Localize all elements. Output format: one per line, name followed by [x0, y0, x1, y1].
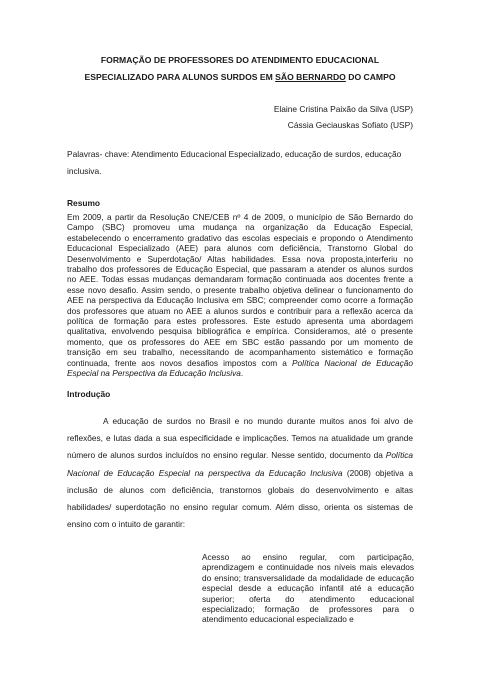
introduction-text — [67, 413, 413, 533]
abstract-body: Em 2009, a partir da Resolução CNE/CEB nº 4 de 2009, o município de São Bernardo do Campo (SBC) promoveu uma mudança na organização da Educação Especial, estabelecendo o encerramento gradativo das escolas especiais e propondo o Atendimento Educacional Especializado (AEE) para alunos com deficiência, Transtorno Global do Desenvolvimento e Superdotação/ Altas habilidades. Essa nova proposta,interferiu no trabalho dos professores de Educação Especial, que passaram a atender os alunos surdos no AEE. Todas essas mudanças demandaram formação continuada aos docentes frente a esse novo desafio. Assim sendo, o presente trabalho objetiva delinear o funcionamento do AEE na perspectiva da Educação Inclusiva em SBC; compreender como ocorre a formação dos professores que atuam no AEE a alunos surdos e contribuir para a reflexão acerca da política de formação para estes professores. Este estudo apresenta uma abordagem qualitativa, envolvendo pesquisa bibliográfica e empírica. Consideramos, até o presente momento, que os professores do AEE em SBC estão passando por um momento de transição em seu trabalho, necessitando de acompanhamento sistemático e formação continuada, frente aos novos desafios impostos com a — [67, 212, 413, 368]
title-line-1: FORMAÇÃO DE PROFESSORES DO ATENDIMENTO EDUCACIONAL — [100, 55, 380, 65]
title-line-2 — [40, 69, 440, 86]
abstract-policy-title: Política Nacional de Educação Especial na Perspectiva da Educação Inclusiva — [67, 357, 414, 379]
title-line-2-start: ESPECIALIZADO PARA ALUNOS SURDOS EM — [84, 72, 276, 82]
title-line-2-end: DO CAMPO — [345, 72, 396, 82]
introduction-heading: Introdução — [67, 389, 111, 399]
abstract-text — [67, 212, 413, 379]
authors — [274, 101, 413, 133]
title-underlined-place: SÃO BERNARDO — [275, 72, 346, 82]
author-2: Cássia Geciauskas Sofiato (USP) — [287, 120, 413, 130]
intro-part-1: A educação de surdos no Brasil e no mundo durante muitos anos foi alvo de reflexões, e lutas dada a sua especificidade e implicações. Temos na atualidade um grande número de alunos surdos incluídos no ensino regular. Nesse sentido, documento da — [67, 416, 413, 461]
author-1: Elaine Cristina Paixão da Silva (USP) — [273, 104, 413, 114]
abstract-heading: Resumo — [67, 198, 101, 208]
block-quote: Acesso ao ensino regular, com participação, aprendizagem e continuidade nos níveis mais elevados do ensino; transversalidade da modalidade de educação especial desde a educação infantil até a educação superior; oferta do atendimento educacional especializado; formação de professores para o atendimento educacional especializado e — [202, 552, 414, 625]
intro-part-2: (2008) objetiva a inclusão de alunos com deficiência, transtornos globais do desenvolvimento e altas habilidades/ superdotação no ensino regular comum. Além disso, orienta os sistemas de ensino com o intuito de garantir: — [67, 467, 413, 530]
intro-policy-title: Política Nacional de Educação Especial na perspectiva da Educação Inclusiva — [67, 450, 413, 478]
paper-title — [40, 52, 440, 86]
introduction-paragraph — [67, 413, 413, 533]
keywords: Palavras- chave: Atendimento Educacional Especializado, educação de surdos, educação inclusiva. — [67, 149, 402, 176]
abstract-end: . — [240, 368, 244, 379]
